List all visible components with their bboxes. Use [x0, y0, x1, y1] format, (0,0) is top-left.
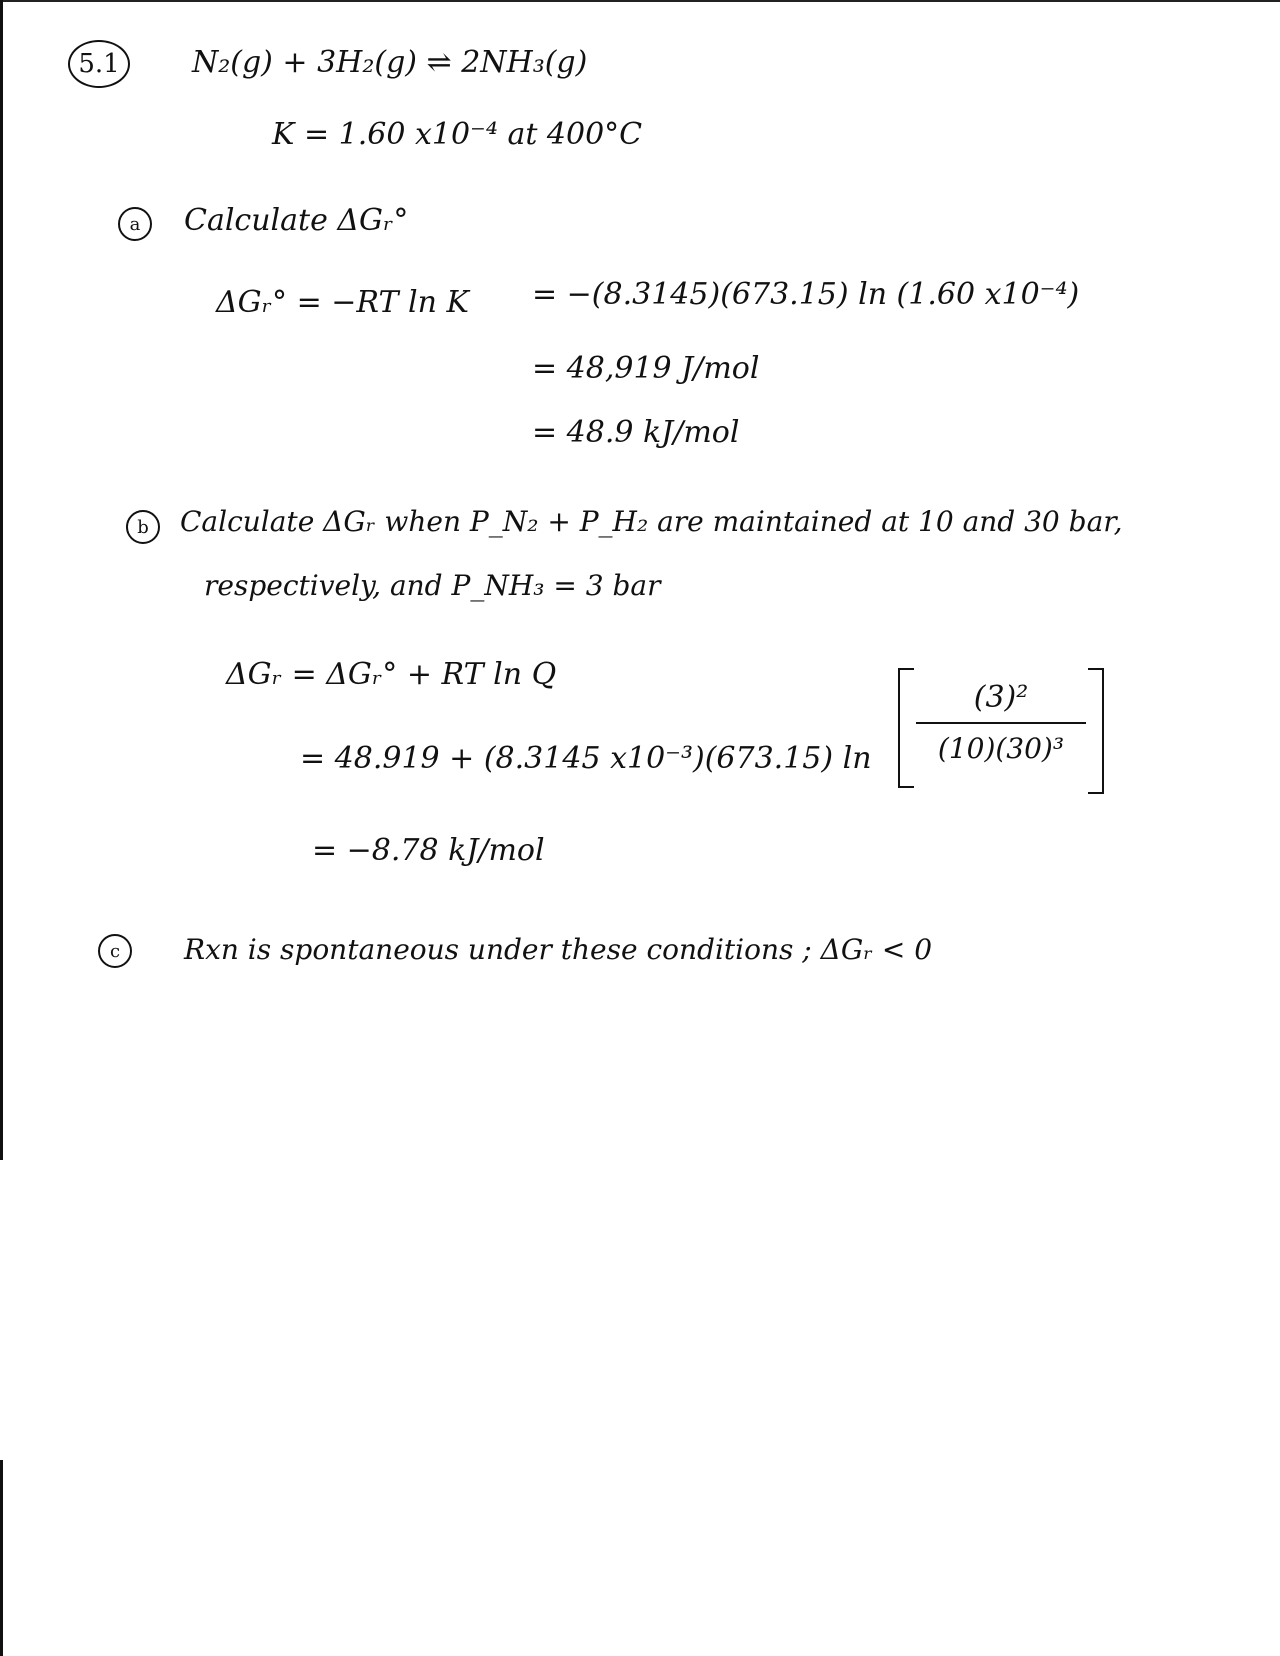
scan-edge-left [0, 0, 3, 1160]
reaction-equation: N₂(g) + 3H₂(g) ⇌ 2NH₃(g) [192, 45, 588, 80]
fraction-denominator: (10)(30)³ [937, 732, 1065, 765]
part-c-marker: c [98, 934, 132, 968]
part-b-title-line2: respectively, and P_NH₃ = 3 bar [204, 569, 661, 602]
scan-edge-top [0, 0, 1280, 2]
part-a-result-joules: = 48,919 J/mol [532, 351, 760, 386]
part-b-equation-1: ΔGᵣ = ΔGᵣ° + RT ln Q [226, 657, 557, 692]
part-b-marker: b [126, 510, 160, 544]
part-b-result: = −8.78 kJ/mol [312, 833, 545, 868]
part-a-title: Calculate ΔGᵣ° [184, 203, 409, 238]
reaction-quotient-fraction [916, 680, 1086, 790]
right-bracket [1088, 668, 1104, 794]
part-a-result-kilojoules: = 48.9 kJ/mol [532, 415, 740, 450]
fraction-bar [916, 722, 1086, 724]
problem-number: 5.1 [78, 49, 120, 79]
part-b-title-line1: Calculate ΔGᵣ when P_N₂ + P_H₂ are maintained at 10 and 30 bar, [180, 505, 1123, 538]
problem-number-circle [68, 40, 130, 88]
part-a-equation-rhs: = −(8.3145)(673.15) ln (1.60 x10⁻⁴) [532, 277, 1080, 312]
fraction-numerator: (3)² [973, 680, 1029, 715]
part-b-equation-2: = 48.919 + (8.3145 x10⁻³)(673.15) ln [300, 741, 872, 776]
left-bracket [898, 668, 914, 788]
part-a-marker: a [118, 207, 152, 241]
part-a-equation-lhs: ΔGᵣ° = −RT ln K [216, 285, 469, 320]
part-c-conclusion: Rxn is spontaneous under these conditions ; ΔGᵣ < 0 [184, 933, 933, 966]
equilibrium-constant: K = 1.60 x10⁻⁴ at 400°C [272, 117, 643, 152]
scan-edge-left-lower [0, 1460, 3, 1656]
